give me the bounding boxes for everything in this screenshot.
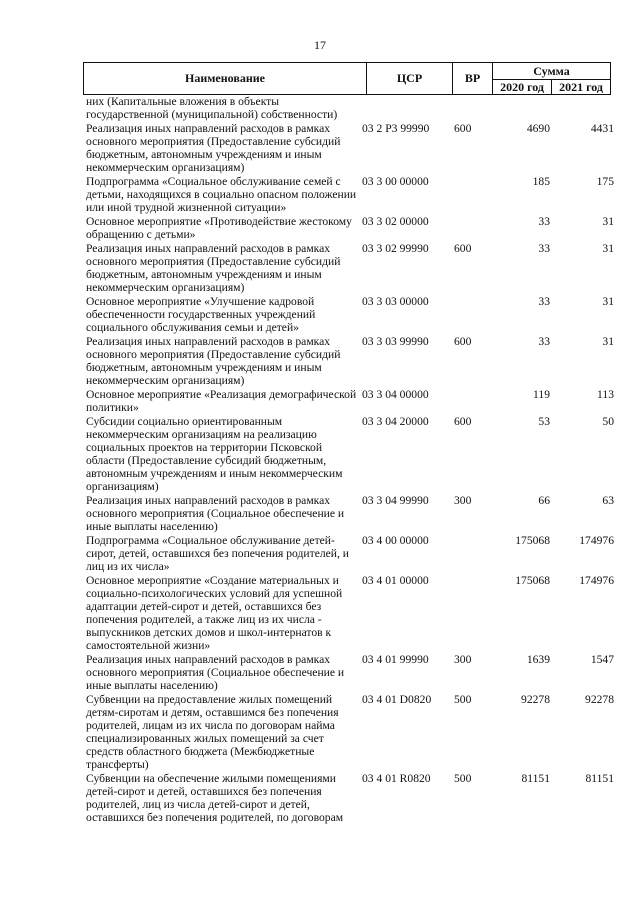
row-csr: 03 4 00 00000 [362,534,429,547]
table-row [86,95,614,121]
row-csr: 03 3 03 99990 [362,335,429,348]
row-name: Реализация иных направлений расходов в рамках основного мероприятия (Социальное обеспечение и иные выплаты населению) [86,494,345,533]
row-2021 [550,95,614,121]
row-vr [450,215,494,241]
row-2021: 175 [596,175,614,188]
row-csr: 03 3 04 20000 [362,415,429,428]
page-number: 17 [314,38,326,52]
table-row [86,122,614,174]
row-2021: 92278 [585,693,614,706]
row-2020: 33 [538,295,550,308]
row-name: Подпрограмма «Социальное обслуживание детей-сирот, детей, оставшихся без попечения родителей, и лиц из их числа» [86,534,349,573]
table-row [86,415,614,493]
header-sum-title: Сумма [493,63,610,80]
row-vr [450,534,494,573]
row-name: Субвенции на обеспечение жилыми помещениями детей-сирот и детей, оставшихся без попечения родителей, лиц из числа детей-сирот и детей, оставшихся без попечения родителей, по договорам [86,772,344,824]
table-row [86,215,614,241]
row-csr [358,95,450,121]
row-2020: 66 [538,494,550,507]
row-name: Реализация иных направлений расходов в рамках основного мероприятия (Предоставление субсидий бюджетным, автономным учреждениям и иным некоммерческим организациям) [86,122,341,174]
row-2021: 4431 [590,122,614,135]
row-2021: 31 [602,335,614,348]
table-row [86,534,614,573]
row-name: Основное мероприятие «Противодействие жестокому обращению с детьми» [86,215,352,241]
row-csr: 03 4 01 99990 [362,653,429,666]
table-header [83,62,611,95]
row-name: Субвенции на предоставление жилых помещений детям-сиротам и детям, оставшимся без попечения родителей, лицам из их числа по договорам найма специализированных жилых помещений за счет средств областного бюджета (Межбюджетные трансферты) [86,693,339,771]
row-vr: 600 [454,242,472,255]
row-2021: 50 [602,415,614,428]
header-year-2020: 2020 год [493,80,552,95]
table-row [86,574,614,652]
row-csr: 03 3 02 99990 [362,242,429,255]
row-2020: 53 [538,415,550,428]
row-vr [450,295,494,334]
row-2021: 174976 [579,574,614,587]
row-csr: 03 3 00 00000 [362,175,429,188]
row-csr: 03 4 01 D0820 [362,693,432,706]
row-vr: 600 [454,122,472,135]
table-row [86,693,614,771]
table-row [86,388,614,414]
header-vr: ВР [453,63,493,94]
row-2021: 1547 [590,653,614,666]
row-2021: 113 [597,388,614,401]
header-name: Наименование [84,63,367,94]
row-2021: 31 [602,295,614,308]
row-2021: 174976 [579,534,614,547]
row-2020: 175068 [515,574,550,587]
row-2020: 185 [532,175,550,188]
row-name: Реализация иных направлений расходов в рамках основного мероприятия (Предоставление субсидий бюджетным, автономным учреждениям и иным некоммерческим организациям) [86,335,341,387]
row-2020: 33 [538,242,550,255]
row-name: Субсидии социально ориентированным некоммерческим организациям на реализацию социальных проектов на территории Псковской области (Предоставление субсидий бюджетным, автономным учреждениям и иным некоммерческим организациям) [86,415,343,493]
header-sum [493,63,610,94]
table-body [86,95,614,825]
table-row [86,772,614,824]
row-2020: 92278 [521,693,550,706]
row-vr: 500 [454,693,472,706]
row-vr [450,175,494,214]
row-csr: 03 3 04 00000 [362,388,429,401]
row-csr: 03 4 01 00000 [362,574,429,587]
row-vr: 600 [454,335,472,348]
row-csr: 03 3 03 00000 [362,295,429,308]
row-csr: 03 4 01 R0820 [362,772,431,785]
table-row [86,175,614,214]
row-name: Реализация иных направлений расходов в рамках основного мероприятия (Предоставление субсидий бюджетным, автономным учреждениям и иным некоммерческим организациям) [86,242,341,294]
row-name: Подпрограмма «Социальное обслуживание семей с детьми, находящихся в социально опасном положении или иной трудной жизненной ситуации» [86,175,357,214]
row-csr: 03 2 P3 99990 [362,122,430,135]
row-2020: 119 [533,388,550,401]
row-vr: 300 [454,653,472,666]
table-row [86,242,614,294]
row-2020: 33 [538,215,550,228]
header-sum-years [493,80,610,95]
row-2021: 31 [602,215,614,228]
table-row [86,295,614,334]
row-name: них (Капитальные вложения в объекты государственной (муниципальной) собственности) [86,95,338,121]
row-vr [450,388,494,414]
row-name: Реализация иных направлений расходов в рамках основного мероприятия (Социальное обеспечение и иные выплаты населению) [86,653,345,692]
row-vr: 300 [454,494,472,507]
row-name: Основное мероприятие «Создание материальных и социально-психологических условий для успешной адаптации детей-сирот и детей, оставшихся без попечения родителей, а также лиц из их числа - выпускников детских домов и школ-интернатов к самостоятельной жизни» [86,574,343,652]
row-2020: 33 [538,335,550,348]
row-2020: 175068 [515,534,550,547]
row-2021: 31 [602,242,614,255]
row-vr: 500 [454,772,472,785]
row-csr: 03 3 02 00000 [362,215,429,228]
row-2020 [494,95,550,121]
row-2020: 4690 [526,122,550,135]
row-name: Основное мероприятие «Улучшение кадровой обеспеченности государственных учреждений социального обслуживания семьи и детей» [86,295,316,334]
row-2021: 63 [602,494,614,507]
row-2020: 1639 [526,653,550,666]
table-row [86,494,614,533]
table-row [86,335,614,387]
row-name: Основное мероприятие «Реализация демографической политики» [86,388,357,414]
row-csr: 03 3 04 99990 [362,494,429,507]
header-csr: ЦСР [367,63,453,94]
row-2020: 81151 [521,772,550,785]
row-vr [450,574,494,652]
row-vr: 600 [454,415,472,428]
row-vr [450,95,494,121]
header-year-2021: 2021 год [559,80,603,94]
table-row [86,653,614,692]
row-2021: 81151 [585,772,614,785]
